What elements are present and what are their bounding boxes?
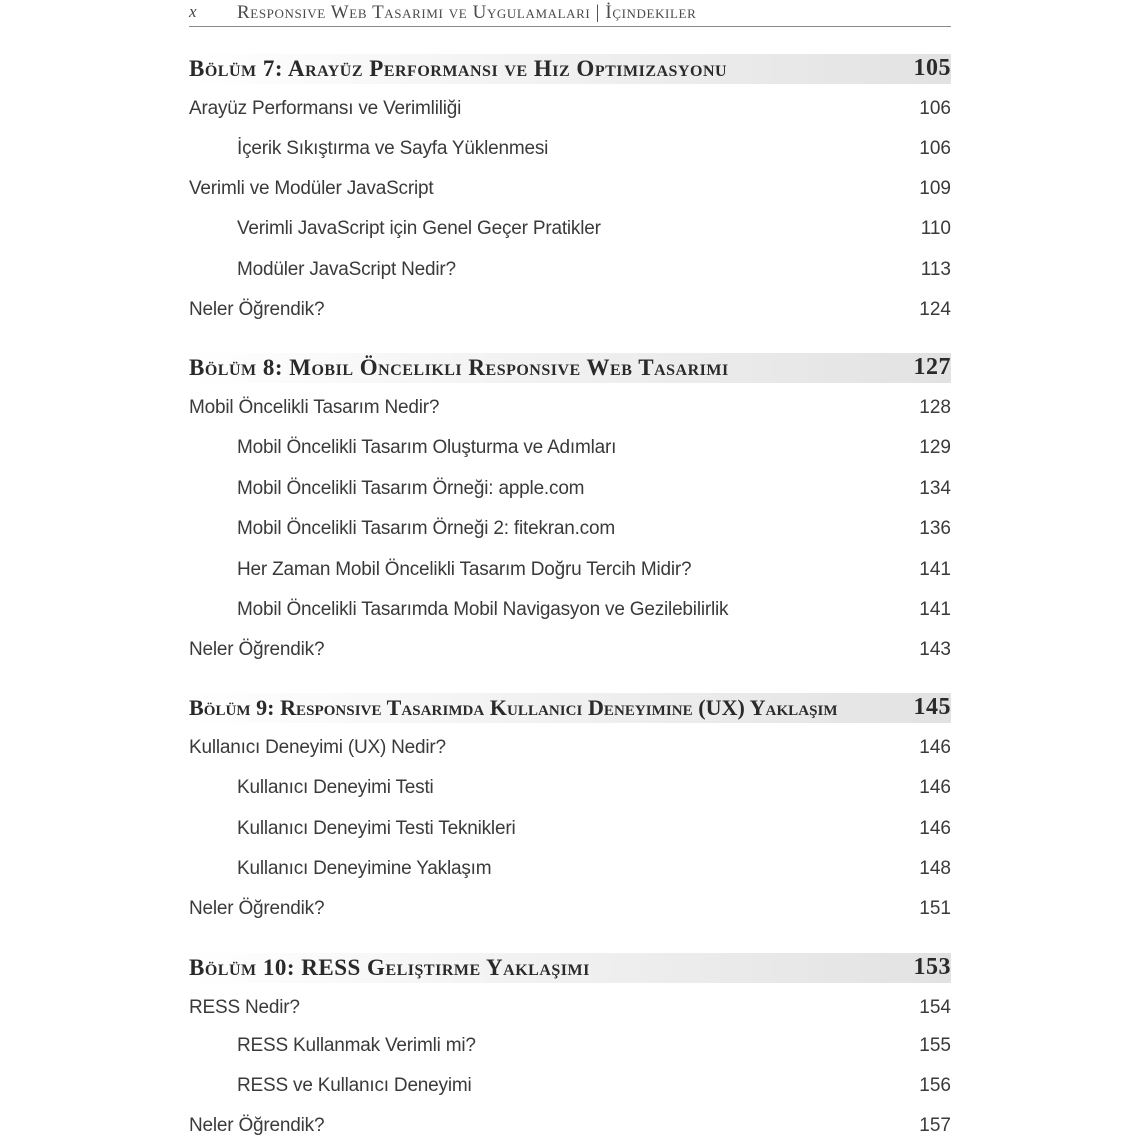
toc-entry-title: Mobil Öncelikli Tasarım Örneği: apple.com	[237, 478, 585, 499]
toc-subentry[interactable]	[189, 218, 951, 244]
toc-entry-page: 128	[919, 397, 951, 418]
chapter-page: 127	[913, 354, 951, 380]
chapter-title: Bölüm 7: Arayüz Performansı ve Hız Optimizasyonu	[189, 56, 728, 81]
toc-entry-page: 134	[919, 478, 951, 499]
toc-entry-title: Kullanıcı Deneyimi Testi Teknikleri	[237, 818, 516, 839]
toc-entry-title: Verimli ve Modüler JavaScript	[189, 178, 434, 199]
toc-entry-title: RESS Kullanmak Verimli mi?	[237, 1035, 476, 1056]
toc-subentry[interactable]	[189, 858, 951, 884]
toc-entry-page: 141	[919, 559, 951, 580]
toc-entry-title: Mobil Öncelikli Tasarım Örneği 2: fitekran.com	[237, 518, 615, 539]
chapter-title: Bölüm 10: RESS Geliştirme Yaklaşımı	[189, 955, 590, 980]
toc-entry-page: 156	[919, 1075, 951, 1096]
toc-entry[interactable]	[189, 397, 951, 423]
toc-subentry[interactable]	[189, 437, 951, 463]
toc-subentry[interactable]	[189, 777, 951, 803]
toc-entry[interactable]	[189, 898, 951, 924]
toc-entry-page: 136	[919, 518, 951, 539]
toc-entry-title: Her Zaman Mobil Öncelikli Tasarım Doğru Tercih Midir?	[237, 559, 692, 580]
chapter-heading[interactable]	[189, 693, 951, 723]
toc-entry-title: Modüler JavaScript Nedir?	[237, 259, 456, 280]
toc-subentry[interactable]	[189, 478, 951, 504]
toc-entry[interactable]	[189, 737, 951, 763]
toc-entry[interactable]	[189, 1115, 951, 1141]
chapter-heading[interactable]	[189, 953, 951, 983]
toc-entry-page: 113	[920, 259, 951, 280]
toc-entry-page: 110	[920, 218, 951, 239]
chapter-page: 105	[913, 55, 951, 81]
toc-entry[interactable]	[189, 98, 951, 124]
toc-entry-title: Mobil Öncelikli Tasarımda Mobil Navigasyon ve Gezilebilirlik	[237, 599, 729, 620]
toc-entry-page: 106	[919, 138, 951, 159]
toc-entry-title: Kullanıcı Deneyimi Testi	[237, 777, 434, 798]
toc-entry-title: Mobil Öncelikli Tasarım Oluşturma ve Adımları	[237, 437, 617, 458]
toc-entry-page: 106	[919, 98, 951, 119]
toc-entry-title: Neler Öğrendik?	[189, 639, 325, 660]
toc-entry-title: RESS Nedir?	[189, 997, 300, 1018]
toc-subentry[interactable]	[189, 1075, 951, 1101]
toc-entry-title: Kullanıcı Deneyimine Yaklaşım	[237, 858, 492, 879]
toc-entry-title: Neler Öğrendik?	[189, 898, 325, 919]
toc-entry-page: 148	[919, 858, 951, 879]
toc-entry[interactable]	[189, 639, 951, 665]
toc-entry[interactable]	[189, 997, 951, 1023]
toc-entry-title: Kullanıcı Deneyimi (UX) Nedir?	[189, 737, 446, 758]
toc-subentry[interactable]	[189, 818, 951, 844]
toc-entry-page: 146	[919, 777, 951, 798]
header-title: Responsive Web Tasarımı ve Uygulamaları | İçindekiler	[237, 2, 697, 23]
toc-subentry[interactable]	[189, 599, 951, 625]
toc-entry-title: RESS ve Kullanıcı Deneyimi	[237, 1075, 472, 1096]
toc-entry-page: 146	[919, 818, 951, 839]
toc-entry-page: 141	[919, 599, 951, 620]
toc-entry-page: 124	[919, 299, 951, 320]
toc-entry-title: Verimli JavaScript için Genel Geçer Pratikler	[237, 218, 601, 239]
chapter-heading[interactable]	[189, 54, 951, 84]
toc-entry-page: 151	[919, 898, 951, 919]
toc-entry-title: İçerik Sıkıştırma ve Sayfa Yüklenmesi	[237, 138, 549, 159]
toc-subentry[interactable]	[189, 138, 951, 164]
toc-subentry[interactable]	[189, 518, 951, 544]
toc-entry-page: 143	[919, 639, 951, 660]
toc-subentry[interactable]	[189, 1035, 951, 1061]
chapter-page: 145	[913, 694, 951, 720]
running-header	[189, 2, 951, 27]
toc-entry-page: 146	[919, 737, 951, 758]
header-page-number: x	[189, 2, 198, 21]
toc-entry-page: 154	[919, 997, 951, 1018]
toc-entry-title: Neler Öğrendik?	[189, 1115, 325, 1136]
toc-entry-title: Mobil Öncelikli Tasarım Nedir?	[189, 397, 440, 418]
toc-entry-page: 157	[919, 1115, 951, 1136]
toc-entry-title: Neler Öğrendik?	[189, 299, 325, 320]
toc-subentry[interactable]	[189, 259, 951, 285]
toc-entry[interactable]	[189, 299, 951, 325]
toc-subentry[interactable]	[189, 559, 951, 585]
toc-entry-title: Arayüz Performansı ve Verimliliği	[189, 98, 462, 119]
toc-entry[interactable]	[189, 178, 951, 204]
chapter-heading[interactable]	[189, 353, 951, 383]
chapter-title: Bölüm 9: Responsive Tasarımda Kullanıcı Deneyimine (UX) Yaklaşım	[189, 695, 838, 720]
chapter-page: 153	[913, 954, 951, 980]
chapter-title: Bölüm 8: Mobil Öncelikli Responsive Web Tasarımı	[189, 355, 729, 380]
toc-entry-page: 109	[919, 178, 951, 199]
toc-entry-page: 155	[919, 1035, 951, 1056]
toc-entry-page: 129	[919, 437, 951, 458]
